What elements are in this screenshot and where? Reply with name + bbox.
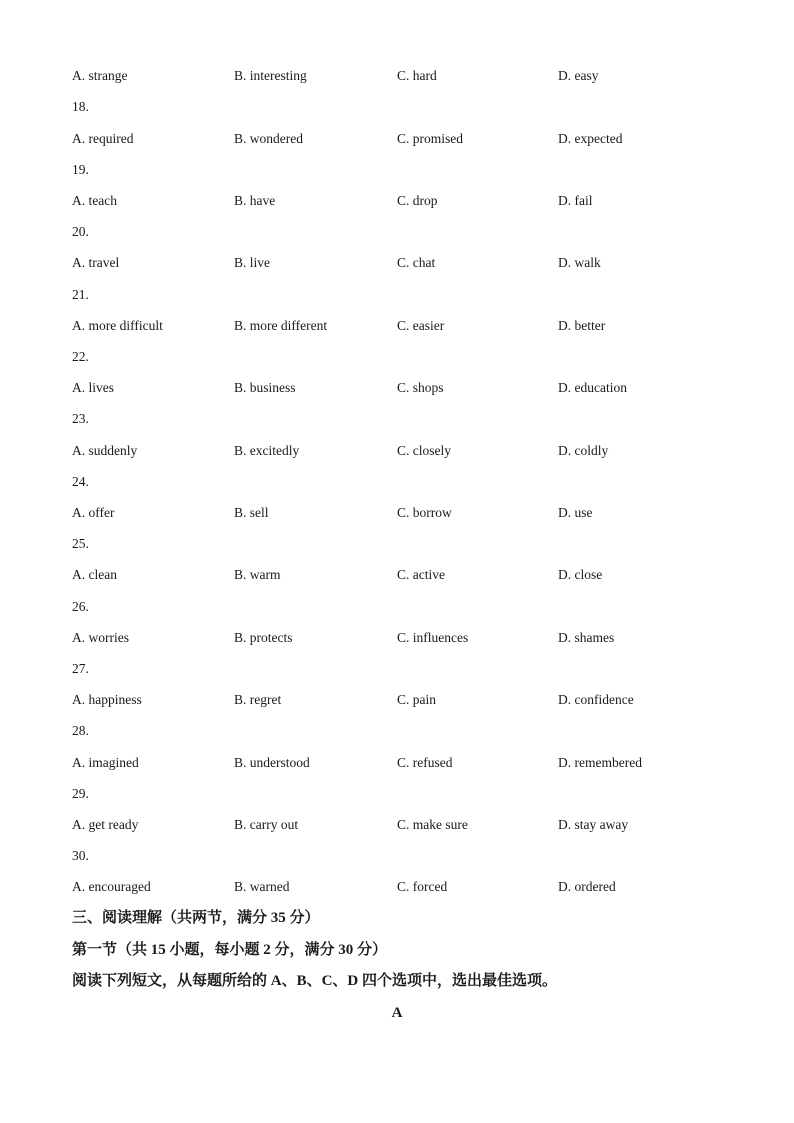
option-d: D. better bbox=[558, 318, 606, 333]
question-number: 21. bbox=[72, 287, 89, 302]
option-d: D. expected bbox=[558, 131, 623, 146]
option-d: D. confidence bbox=[558, 692, 634, 707]
question-number: 29. bbox=[72, 786, 89, 801]
options-row-17 bbox=[72, 67, 732, 85]
options-row-28 bbox=[72, 754, 732, 772]
option-a: A. lives bbox=[72, 380, 114, 395]
option-a: A. imagined bbox=[72, 755, 139, 770]
option-c: C. pain bbox=[397, 692, 436, 707]
option-c: C. hard bbox=[397, 68, 437, 83]
option-b: B. have bbox=[234, 193, 276, 208]
option-c: C. active bbox=[397, 567, 445, 582]
option-b: B. business bbox=[234, 380, 296, 395]
option-b: B. interesting bbox=[234, 68, 307, 83]
options-row-27 bbox=[72, 691, 732, 709]
section-title: 三、阅读理解（共两节，满分 35 分） bbox=[72, 910, 320, 926]
question-number: 23. bbox=[72, 411, 89, 426]
option-a: A. strange bbox=[72, 68, 128, 83]
question-number: 24. bbox=[72, 474, 89, 489]
passage-label: A bbox=[391, 1005, 403, 1021]
option-a: A. suddenly bbox=[72, 443, 138, 458]
option-c: C. make sure bbox=[397, 817, 468, 832]
option-d: D. coldly bbox=[558, 443, 609, 458]
option-b: B. warm bbox=[234, 567, 281, 582]
option-a: A. get ready bbox=[72, 817, 139, 832]
options-row-19 bbox=[72, 192, 732, 210]
option-d: D. stay away bbox=[558, 817, 629, 832]
section-instruction: 阅读下列短文，从每题所给的 A、B、C、D 四个选项中，选出最佳选项。 bbox=[72, 973, 558, 989]
question-number: 26. bbox=[72, 599, 89, 614]
options-row-23 bbox=[72, 442, 732, 460]
option-d: D. ordered bbox=[558, 879, 616, 894]
option-a: A. happiness bbox=[72, 692, 142, 707]
option-c: C. easier bbox=[397, 318, 445, 333]
option-d: D. education bbox=[558, 380, 627, 395]
option-d: D. fail bbox=[558, 193, 593, 208]
option-b: B. live bbox=[234, 255, 270, 270]
options-row-18 bbox=[72, 130, 732, 148]
option-b: B. regret bbox=[234, 692, 282, 707]
option-a: A. clean bbox=[72, 567, 117, 582]
option-d: D. easy bbox=[558, 68, 599, 83]
option-a: A. encouraged bbox=[72, 879, 151, 894]
option-b: B. wondered bbox=[234, 131, 303, 146]
option-c: C. refused bbox=[397, 755, 453, 770]
option-b: B. protects bbox=[234, 630, 293, 645]
option-c: C. promised bbox=[397, 131, 463, 146]
question-number: 25. bbox=[72, 536, 89, 551]
option-a: A. more difficult bbox=[72, 318, 163, 333]
option-a: A. offer bbox=[72, 505, 115, 520]
question-number: 30. bbox=[72, 848, 89, 863]
option-b: B. sell bbox=[234, 505, 269, 520]
options-row-25 bbox=[72, 566, 732, 584]
question-number: 19. bbox=[72, 162, 89, 177]
option-a: A. worries bbox=[72, 630, 129, 645]
question-number: 27. bbox=[72, 661, 89, 676]
question-number: 20. bbox=[72, 224, 89, 239]
options-row-24 bbox=[72, 504, 732, 522]
option-c: C. closely bbox=[397, 443, 451, 458]
option-b: B. carry out bbox=[234, 817, 299, 832]
option-a: A. travel bbox=[72, 255, 120, 270]
option-c: C. forced bbox=[397, 879, 448, 894]
options-row-30 bbox=[72, 878, 732, 896]
option-c: C. shops bbox=[397, 380, 444, 395]
option-d: D. close bbox=[558, 567, 603, 582]
options-row-20 bbox=[72, 254, 732, 272]
section-part-title: 第一节（共 15 小题，每小题 2 分，满分 30 分） bbox=[72, 942, 388, 958]
option-d: D. walk bbox=[558, 255, 601, 270]
options-row-26 bbox=[72, 629, 732, 647]
option-c: C. influences bbox=[397, 630, 469, 645]
options-row-22 bbox=[72, 379, 732, 397]
option-b: B. more different bbox=[234, 318, 328, 333]
question-number: 18. bbox=[72, 99, 89, 114]
option-a: A. teach bbox=[72, 193, 117, 208]
question-number: 22. bbox=[72, 349, 89, 364]
option-b: B. understood bbox=[234, 755, 310, 770]
option-d: D. use bbox=[558, 505, 593, 520]
option-d: D. remembered bbox=[558, 755, 642, 770]
option-c: C. drop bbox=[397, 193, 438, 208]
option-c: C. borrow bbox=[397, 505, 452, 520]
options-row-29 bbox=[72, 816, 732, 834]
option-d: D. shames bbox=[558, 630, 615, 645]
option-b: B. excitedly bbox=[234, 443, 300, 458]
question-number: 28. bbox=[72, 723, 89, 738]
option-a: A. required bbox=[72, 131, 134, 146]
options-row-21 bbox=[72, 317, 732, 335]
option-b: B. warned bbox=[234, 879, 290, 894]
option-c: C. chat bbox=[397, 255, 436, 270]
